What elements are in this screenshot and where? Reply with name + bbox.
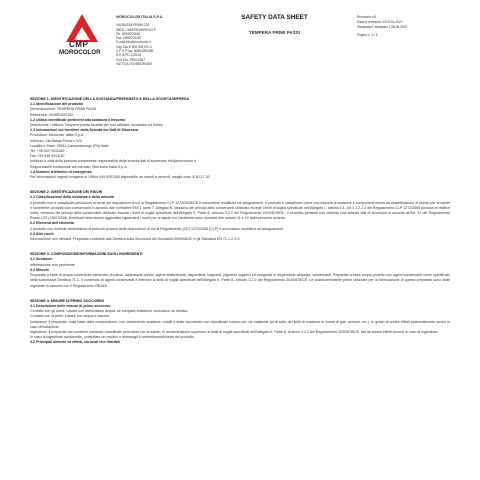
logo-text: CMP	[69, 40, 89, 49]
subsection-heading: 2.2 Elementi dell'etichetta	[30, 221, 74, 226]
company-line: Cap.Soc.€ 500.000,00 i.v.	[116, 44, 153, 49]
print-date: Stampata il: stampato il 28-05-2021	[357, 25, 408, 29]
paragraph: Fax +39 049 9201187	[30, 154, 65, 159]
company-line: E-mail:info@morocolor.it	[116, 40, 151, 45]
subsection-heading: 2.3 Altri rischi	[30, 231, 54, 236]
revision-info	[357, 15, 447, 38]
subsection-heading: 1.3 Informazioni sul fornitore della Scheda dei Dati di Sicurezza	[30, 128, 139, 133]
paragraph: In caso di ingestione accidentale, consultare un medico e mostrargli il contenitore/etichetta del prodotto.	[30, 335, 195, 340]
company-name: MOROCOLOR ITALIA S.P.A.	[116, 15, 164, 19]
revision-number: Revisione n.6	[357, 15, 377, 19]
title-block	[212, 14, 337, 35]
subsection-heading: 4.1 Descrizione delle misure di primo soccorso	[30, 303, 111, 308]
company-line: Fax: 049/9201187	[116, 36, 142, 41]
section-heading: SEZIONE 2: IDENTIFICAZIONE DEI RISCHI	[30, 190, 103, 195]
subsection-heading: 3.1 Sostanze:	[30, 257, 53, 262]
logo-triangle-inner-icon	[74, 27, 90, 40]
revision-date: Data di revisione: 2015-04-2021	[357, 20, 403, 24]
paragraph: Informazione non rilevanti. Preparato conforme alla Direttiva sulla Sicurezza dei Giocattoli 2009/48/CE e gli Standard EN 71-1-2-3-9.	[30, 237, 241, 242]
company-line: Tel. 049/9201180	[116, 31, 141, 36]
paragraph: Inalazione: il preparato, sulla base della composizione, non contenendo sostanze volatili è stato riscontrato non classificato tossico per via inalatoria (al di sotto dei limiti di sostanze in forma di gas, aerosol, etc.). In grado di creare effetti potenzialmente severi in caso di inalazione.	[30, 319, 450, 329]
paragraph: Tel. +39 049 9201180	[30, 149, 65, 154]
company-line: C.F. e P.Iva: 00893290289	[116, 49, 154, 54]
paragraph: Responsabile immissione sul mercato: Morocolor Italia S.p.A.	[30, 164, 128, 169]
company-line: VAT/TVA:IT00893290289	[116, 61, 152, 66]
company-address	[116, 23, 208, 66]
section-heading: SEZIONE 4: MISURE DI PRIMO SOCCORSO	[30, 298, 105, 303]
subsection-heading: 1.4 Numero telefonico di emergenza	[30, 169, 92, 174]
section-heading: SEZIONE 3: COMPOSIZIONE/INFORMAZIONI SUGLI INGREDIENTI	[30, 252, 143, 257]
product-title: TEMPERA PRIMI PASSI	[248, 30, 301, 35]
subsection-heading: 2.1 Classificazione della sostanza o della miscela	[30, 195, 115, 200]
paragraph: Località e Stato: 35011 Campodarsego (Pd) Italia	[30, 143, 109, 148]
document-title: SAFETY DATA SHEET	[241, 14, 308, 21]
paragraph: Contatto con gli occhi: Lavare con abbondante acqua; se compare irritazione consultare un medico.	[30, 309, 189, 314]
paragraph: Ingestione: il preparato non contiene sostanze classificate pericolose per la salute, in concentrazione superiore ai limiti di soglia specificati nell'Allegato II, Parte A, Articolo 3.2.2 del Regolamento 2020/878/CE, tali da creare effetti avversi in caso di ingestione.	[30, 329, 439, 334]
paragraph: Denominazione: TEMPERA PRIMI PASSI	[30, 107, 97, 112]
paragraph: Il prodotto non richiede etichettatura di pericolo ai sensi delle disposizioni di cui al Regolamento (CE) 1272/2008 (CLP) e successive modifiche ed adeguamenti.	[30, 226, 285, 231]
section-heading: SEZIONE 1: IDENTIFICAZIONE DELLA SOSTANZA/PREPARATO E DELLA SOCIETÀ/IMPRESA	[30, 97, 189, 101]
company-line: R.E.A.PD 125144	[116, 53, 142, 58]
paragraph: Informazione non pertinente	[30, 262, 75, 267]
document-body	[30, 97, 450, 346]
logo-name: MOROCOLOR	[59, 49, 101, 56]
company-info	[116, 15, 208, 66]
paragraph: Produttore: Morocolor Italia S.p.A.	[30, 133, 85, 138]
subsection-heading: 1.1 Identificazione del prodotto	[30, 102, 83, 107]
company-logo	[60, 12, 104, 60]
paragraph: Descrizione / utilizzo: Tempera pronta lavabile per uso artistico, scolastico ed hobby	[30, 123, 163, 128]
subsection-heading: 3.2 Miscele	[30, 267, 49, 272]
subsection-heading: 4.2 Principali sintomi ed effetti, sia acuti che ritardati	[30, 340, 120, 345]
company-line: Cod.Ecc.:PD01336T	[116, 57, 146, 62]
paragraph: Referenza: 2048R1003100	[30, 112, 74, 117]
company-line: 35011 CAMPODARSEGO P	[116, 27, 157, 32]
paragraph: Indirizzo e-mail della persona competente responsabile della scheda dati di sicurezza: info@morocolor.it	[30, 159, 196, 164]
paragraph: Per informazioni urgenti rivolgersi a: Ufficio 049 9201180 disponibile da lunedì a venerdì, meglio orari: 8,30-17,30	[30, 175, 210, 180]
page-number: Pagina n. 1 / 6	[357, 33, 378, 37]
paragraph: Indirizzo: Via Bassa Prima n.224	[30, 138, 82, 143]
paragraph: Il prodotto non è classificato pericoloso ai sensi del disposizioni di cui al Regolamento CLP 1272/2008/CE e successive modifiche ed adeguamenti. Il prodotto è classificato come una miscela di sostanze e componenti esenti da classificazione di rischio per la salute e l'ambiente: prodotto con conservanti in accordo alle normative EN71 parte 7, Allegato B. Nessuno dei principi attivi conservanti utilizzato eccede i limiti di soglia specificati nell'Allegato I , tabella 1.1, Art.1.1.2.2.2 del Regolamento CLP 1272/2008 (incluse le relative note); nessuno dei principi attivi conservanti utilizzato eccede i limiti di soglia specificati nell'Allegato II, Parte A, Articolo 3.2.2 del Regolamento 2020/878/CE ; il prodotto pertanto non richiede una scheda dati di sicurezza in accordo all'Art. 31 del Regolamento Reach (CE) 1907/2006. Eventuali informazioni aggiuntive riguardanti i rischi per la salute e/o l'ambiente sono riportate alle sezioni 11 e 12 della presente scheda.	[30, 200, 450, 221]
paragraph: Preparato a base di acqua contenente carbonato di calcio, addensanti acrilici, agenti antischiuma, disperdenti, bagnanti, pigmenti organici ed inorganici in dispersione acquosa, conservanti. Preparato a base acqua protetto con agenti conservanti come specificato nella successiva Direttiva 71.1, il contenuto di agenti conservanti è inferiore ai limiti di soglia specificati nell'Allegato II, Parte A, Articolo 3.2.2 del Regolamento 2020/878/CE. Le sostanze/materie prime utilizzate per la formulazione di questo preparato sono state registrate in accordo con il Regolamento REACh.	[30, 273, 450, 288]
company-line: VIA BASSA PRIMA 224	[116, 23, 150, 28]
subsection-heading: 1.2 Utilizzi identificati pertinenti alla sostanza o miscela:	[30, 117, 126, 122]
paragraph: Contatto con la pelle: Lavare con acqua e sapone.	[30, 314, 111, 319]
